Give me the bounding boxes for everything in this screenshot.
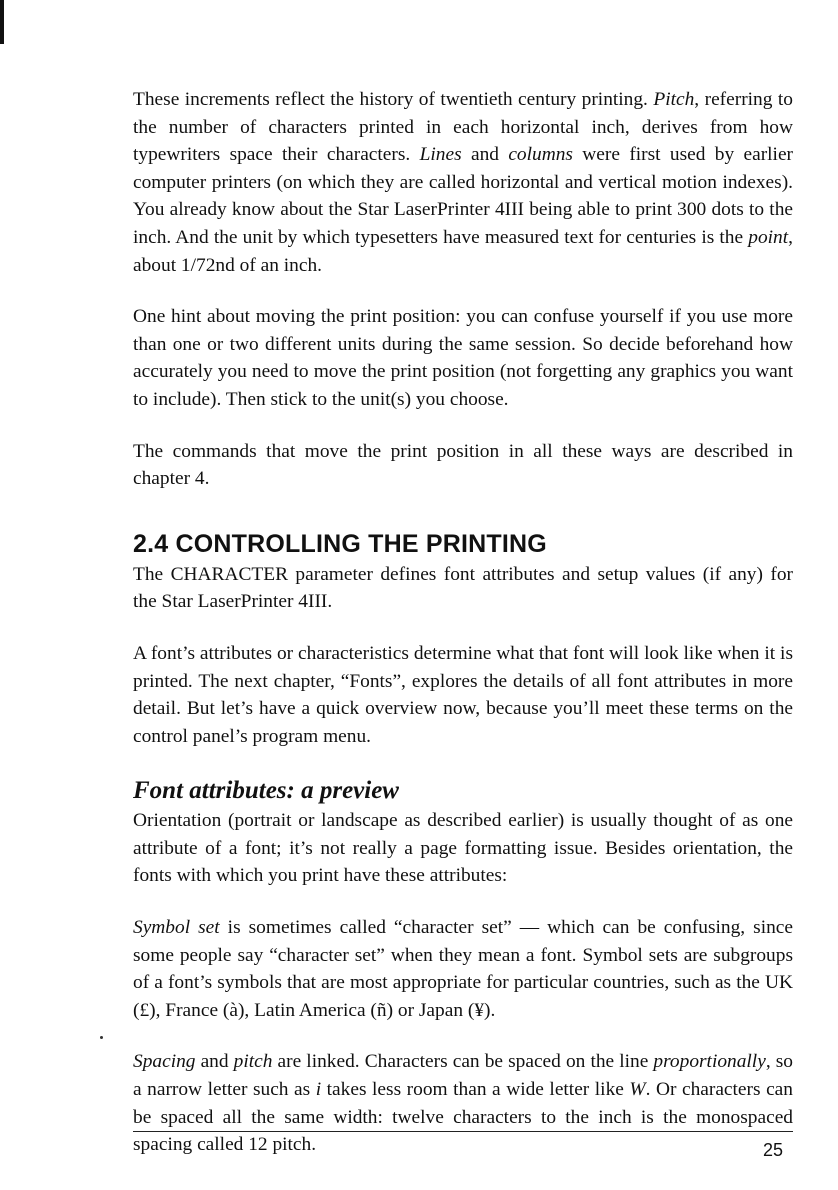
- paragraph-spacing: [133, 1048, 793, 1158]
- stray-mark: [100, 1036, 103, 1039]
- term-pitch: Pitch: [653, 89, 695, 110]
- paragraph-character-parameter: The CHARACTER parameter defines font attributes and setup values (if any) for the Star LaserPrinter 4III.: [133, 563, 793, 613]
- term-w: W: [629, 1079, 646, 1101]
- term-lines: Lines: [419, 144, 462, 166]
- page-number: 25: [762, 1140, 783, 1160]
- page-edge-mark: [0, 0, 4, 44]
- text-span: . Or characters can be spaced all the same width: twelve characters to the inch is the monospaced spacing called 12 pitch.: [133, 1079, 793, 1156]
- paragraph-history: [133, 86, 793, 279]
- term-proportionally: proportionally: [653, 1051, 766, 1073]
- text-span: is sometimes called “character set” — which can be confusing, since some people say “character set” when they mean a font. Symbol sets are subgroups of a font’s symbols that are most appropriate for particular countries, such as the UK (£), France (à), Latin America (ñ) or Japan (¥).: [133, 917, 793, 1021]
- document-body: [133, 86, 793, 1159]
- subheading: Font attributes: a preview: [133, 777, 399, 805]
- text-span: These increments reflect the history of twentieth century printing.: [133, 89, 654, 110]
- text-span: , referring to the number of characters printed in each horizontal inch, derives from how typewriters space their characters.: [133, 89, 793, 166]
- text-span: , about 1/72nd of an inch.: [133, 226, 793, 276]
- paragraph-commands: The commands that move the print position in all these ways are described in chapter 4.: [133, 440, 793, 490]
- term-spacing: Spacing: [133, 1051, 196, 1073]
- term-point: point: [748, 226, 789, 248]
- text-span: and: [461, 144, 509, 166]
- text-span: takes less room than a wide letter like: [321, 1079, 630, 1101]
- text-span: are linked. Characters can be spaced on the line: [272, 1051, 654, 1073]
- paragraph-orientation: Orientation (portrait or landscape as described earlier) is usually thought of as one attribute of a font; it’s not really a page formatting issue. Besides orientation, the fonts with which you print have these attributes:: [133, 810, 793, 887]
- paragraph-hint: One hint about moving the print position: you can confuse yourself if you use more than one or two different units during the same session. So decide beforehand how accurately you need to move the print position (not forgetting any graphics you want to include). Then stick to the unit(s) you choose.: [133, 306, 793, 410]
- text-span: and: [195, 1051, 234, 1073]
- term-i: i: [315, 1079, 322, 1101]
- term-symbol-set: Symbol set: [133, 917, 220, 939]
- section-heading: 2.4 CONTROLLING THE PRINTING: [133, 529, 547, 558]
- term-columns: columns: [508, 144, 573, 166]
- paragraph-font-attributes: A font’s attributes or characteristics determine what that font will look like when it is printed. The next chapter, “Fonts”, explores the details of all font attributes in more detail. But let’s have a quick overview now, because you’ll meet these terms on the control panel’s program menu.: [133, 642, 793, 747]
- footer-rule: [133, 1131, 793, 1132]
- text-span: were first used by earlier computer printers (on which they are called horizontal and vertical motion indexes). You already know about the Star LaserPrinter 4III being able to print 300 dots to the inch. And the unit by which typesetters have measured text for centuries is the: [133, 144, 794, 248]
- paragraph-symbol-set: [133, 914, 793, 1024]
- text-span: , so a narrow letter such as: [133, 1051, 793, 1101]
- term-pitch: pitch: [233, 1051, 273, 1073]
